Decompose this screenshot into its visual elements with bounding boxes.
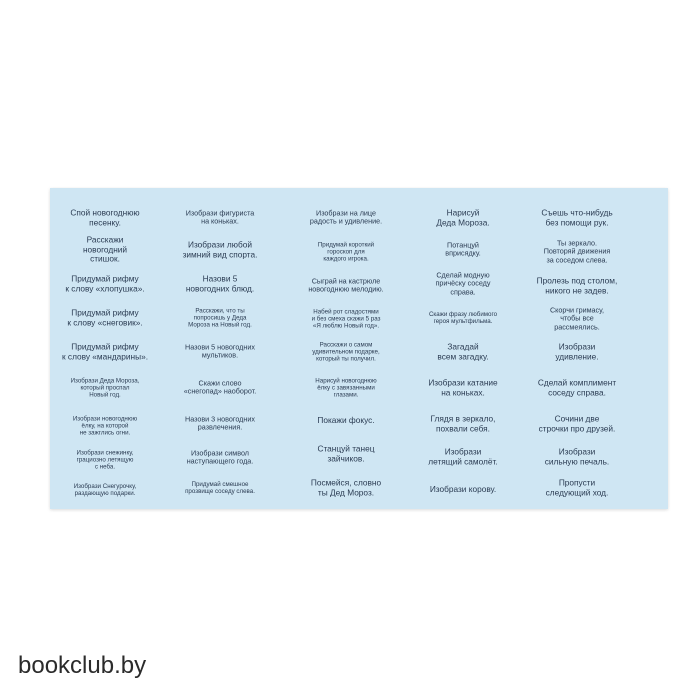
- task-card: Ты зеркало. Повторяй движения за соседом слева.: [543, 238, 611, 265]
- task-card: Изобрази летящий самолёт.: [428, 446, 498, 466]
- task-card: Набей рот сладостями и без смеха скажи 5 раз «Я люблю Новый год».: [311, 308, 381, 330]
- task-card: Изобрази Снегурочку, раздающую подарки.: [73, 482, 137, 497]
- task-card: Скажи слово «снегопад» наоборот.: [183, 378, 257, 396]
- task-card: Сыграй на кастрюле новогоднюю мелодию.: [308, 276, 384, 294]
- task-card: Придумай смешное прозвище соседу слева.: [185, 480, 255, 495]
- task-card: Загадай всем загадку.: [437, 341, 489, 361]
- task-card: Сделай комплимент соседу справа.: [537, 377, 617, 397]
- task-card: Изобрази фигуриста на коньках.: [185, 208, 255, 226]
- task-card: Пролезь под столом, никого не задев.: [536, 275, 618, 295]
- task-card: Изобрази Деда Мороза, который проспал Новый год.: [70, 377, 140, 399]
- task-card: Придумай рифму к слову «снеговик».: [67, 307, 143, 327]
- task-card: Скажи фразу любимого героя мультфильма.: [428, 310, 498, 325]
- task-column-4: [405, 188, 521, 509]
- task-card: Изобрази символ наступающего года.: [186, 448, 254, 466]
- task-card-sheet: [50, 188, 668, 509]
- task-card: Изобрази сильную печаль.: [544, 446, 610, 466]
- task-card: Пропусти следующий ход.: [545, 477, 609, 497]
- task-column-1: [45, 188, 165, 509]
- task-card: Изобрази удивление.: [555, 341, 599, 361]
- task-card: Придумай короткий гороскоп для каждого игрока.: [317, 241, 375, 263]
- task-card: Назови 5 новогодних мультиков.: [185, 342, 255, 360]
- task-card: Потанцуй вприсядку.: [445, 240, 481, 258]
- task-card: Назови 3 новогодних развлечения.: [185, 414, 255, 432]
- task-column-5: [517, 188, 637, 509]
- task-card: Сочини две строчки про друзей.: [538, 413, 616, 433]
- task-card: Спой новогоднюю песенку.: [70, 207, 140, 227]
- task-card: Посмейся, словно ты Дед Мороз.: [310, 477, 382, 497]
- task-card: Нарисуй новогоднюю ёлку с завязанными глазами.: [315, 377, 377, 399]
- task-card: Изобрази катание на коньках.: [428, 377, 498, 397]
- task-card: Покажи фокус.: [317, 415, 375, 426]
- task-card: Скорчи гримасу, чтобы все рассмеялись.: [549, 305, 605, 332]
- task-card: Расскажи новогодний стишок.: [82, 234, 128, 264]
- task-card: Придумай рифму к слову «хлопушка».: [65, 273, 145, 293]
- task-card: Станцуй танец зайчиков.: [317, 443, 375, 463]
- task-card: Изобрази новогоднюю ёлку, на которой не зажглись огни.: [72, 415, 138, 437]
- task-card: Расскажи о самом удивительном подарке, который ты получил.: [312, 341, 380, 363]
- task-card: Назови 5 новогодних блюд.: [185, 273, 255, 293]
- task-card: Съешь что-нибудь без помощи рук.: [541, 207, 613, 227]
- task-card: Изобрази любой зимний вид спорта.: [182, 239, 258, 259]
- task-card: Изобрази на лице радость и удивление.: [309, 208, 383, 226]
- task-column-3: [284, 188, 408, 509]
- task-card: Изобрази снежинку, грациозно летящую с неба.: [76, 449, 134, 471]
- task-column-2: [161, 188, 279, 509]
- task-card: Нарисуй Деда Мороза.: [436, 207, 490, 227]
- task-card: Придумай рифму к слову «мандарины».: [62, 341, 148, 361]
- task-card: Изобрази корову.: [429, 484, 497, 495]
- site-watermark: bookclub.by: [18, 652, 147, 679]
- task-card: Сделай модную причёску соседу справа.: [435, 270, 491, 297]
- task-card: Глядя в зеркало, похвали себя.: [430, 413, 496, 433]
- task-card: Расскажи, что ты попросишь у Деда Мороза на Новый год.: [188, 307, 252, 329]
